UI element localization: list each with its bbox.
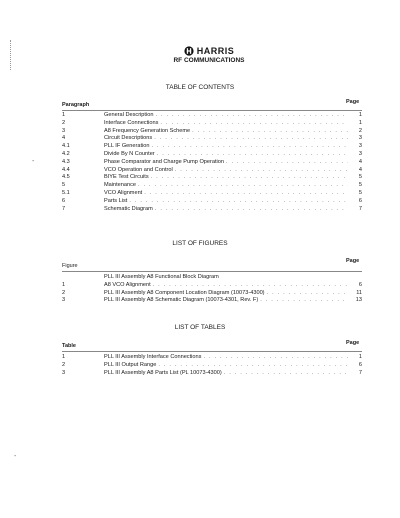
toc-entry: 4.4 VCO Operation and Control . . . 4: [62, 167, 362, 175]
toc-entry: 2 Interface Connections . . . 1: [62, 120, 362, 128]
figure-entry: 3 PLL III Assembly A8 Schematic Diagram (10073-4301, Rev. F) . . . 13: [62, 297, 362, 305]
logo-text: HARRIS: [196, 46, 235, 56]
stray-mark: -: [32, 158, 35, 165]
figures-page-label: Page: [346, 258, 360, 264]
toc-entry: 4.5 BIYE Test Circuits . . . 5: [62, 174, 362, 182]
toc-entry: 1 General Description . . . 1: [62, 112, 362, 120]
toc-entry: 6 Parts List . . . 6: [62, 198, 362, 206]
figure-intro-line: PLL III Assembly A8 Functional Block Diagram: [104, 274, 219, 280]
figures-rule: [62, 271, 362, 272]
document-header: [0, 46, 400, 64]
company-logo: [18, 46, 400, 56]
figure-entry: 2 PLL III Assembly A8 Component Location Diagram (10073-4300) . . . 11: [62, 290, 362, 298]
figures-list: [62, 274, 362, 305]
figure-entry: 1 A8 VCO Alignment . . . 6: [62, 282, 362, 290]
toc-title: TABLE OF CONTENTS: [165, 84, 235, 91]
tables-list: [62, 354, 362, 377]
tables-col-label: Table: [62, 343, 76, 349]
toc-col-label: Paragraph: [62, 102, 90, 108]
division-name: RF COMMUNICATIONS: [173, 57, 245, 64]
toc-page-label: Page: [346, 99, 360, 105]
toc-list: [62, 112, 362, 213]
toc-entry: 3 A8 Frequency Generation Scheme . . . 2: [62, 128, 362, 136]
toc-entry: 4.2 Divide By N Counter . . . 3: [62, 151, 362, 159]
figures-col-label: Figure: [62, 263, 78, 269]
toc-entry: 4 Circuit Descriptions . . . 3: [62, 135, 362, 143]
toc-entry: 5 Maintenance . . . 5: [62, 182, 362, 190]
toc-entry: 5.1 VCO Alignment . . . 5: [62, 190, 362, 198]
figures-title: LIST OF FIGURES: [172, 240, 228, 247]
harris-logo-icon: [184, 46, 194, 56]
tables-rule: [62, 351, 362, 352]
toc-entry: 4.1 PLL IF Generation . . . 3: [62, 143, 362, 151]
toc-rule: [62, 110, 362, 111]
toc-entry: 4.3 Phase Comparator and Charge Pump Operation . . . 4: [62, 159, 362, 167]
stray-mark: -: [14, 453, 17, 460]
tables-title: LIST OF TABLES: [174, 324, 226, 331]
table-entry: 3 PLL III Assembly A8 Parts List (PL 10073-4300) . . . 7: [62, 370, 362, 378]
tables-page-label: Page: [346, 340, 360, 346]
toc-entry: 7 Schematic Diagram . . . 7: [62, 206, 362, 214]
table-entry: 2 PLL III Output Range . . . 6: [62, 362, 362, 370]
table-entry: 1 PLL III Assembly Interface Connections . . . 1: [62, 354, 362, 362]
